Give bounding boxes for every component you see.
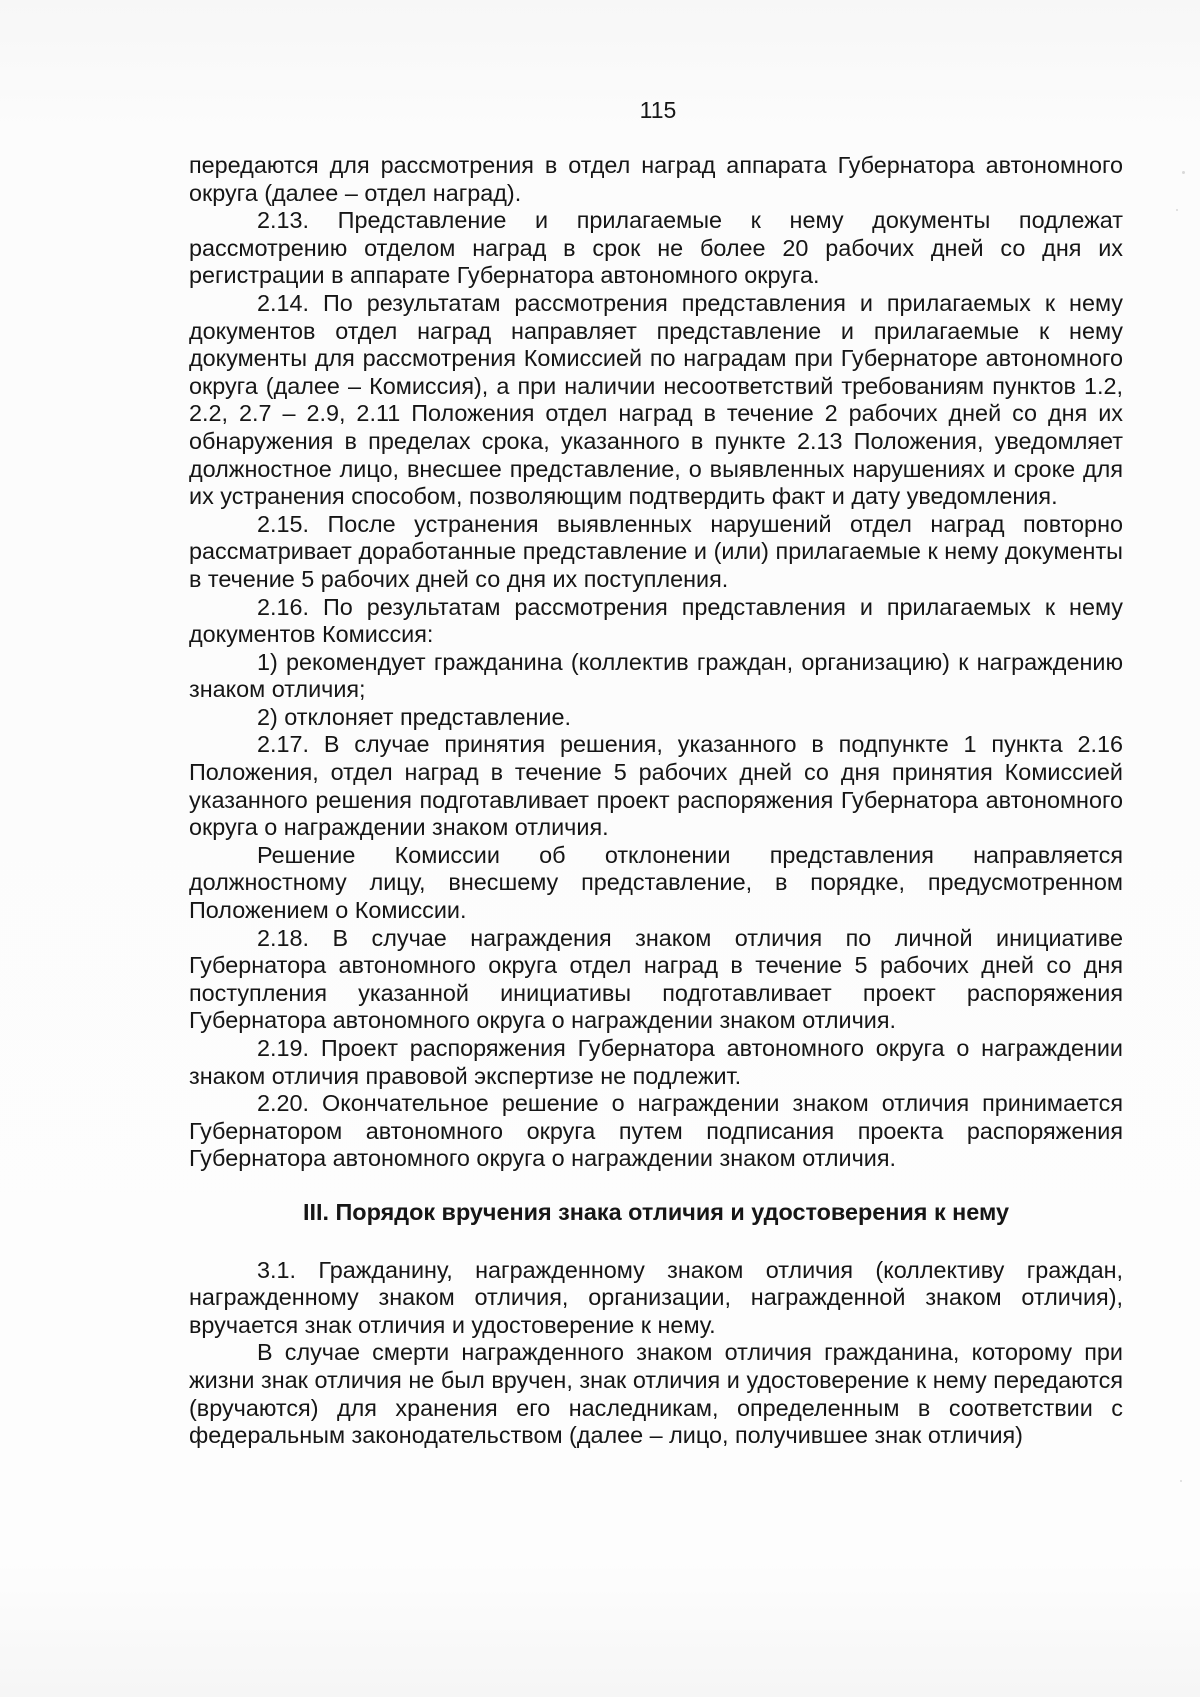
paragraph-3-1: 3.1. Гражданину, награжденному знаком отличия (коллективу граждан, награжденному знаком отличия, организации, награжденной знаком отличия), вручается знак отличия и удостоверение к нему. xyxy=(189,1256,1123,1338)
paragraph-2-16: 2.16. По результатам рассмотрения представления и прилагаемых к нему документов Комиссия: xyxy=(189,593,1123,648)
paragraph-2-15: 2.15. После устранения выявленных нарушений отдел наград повторно рассматривает доработанные представление и (или) прилагаемые к нему документы в течение 5 рабочих дней со дня их поступления. xyxy=(189,510,1123,592)
paragraph-3-1-death-case: В случае смерти награжденного знаком отличия гражданина, которому при жизни знак отличия не был вручен, знак отличия и удостоверение к нему передаются (вручаются) для хранения его наследникам, определенным в соответствии с федеральным законодательством (далее – лицо, получившее знак отличия) xyxy=(189,1339,1123,1449)
scan-speck xyxy=(1180,1480,1182,1482)
scan-speck xyxy=(1182,171,1185,174)
paragraph-2-17-decision: Решение Комиссии об отклонении представления направляется должностному лицу, внесшему представление, в порядке, предусмотренном Положением о Комиссии. xyxy=(189,841,1123,924)
page-number: 115 xyxy=(639,97,677,123)
paragraph-2-20: 2.20. Окончательное решение о награждении знаком отличия принимается Губернатором автономного округа путем подписания проекта распоряжения Губернатора автономного округа о награждении знаком отличия. xyxy=(189,1090,1123,1172)
paragraph-2-16-item-1: 1) рекомендует гражданина (коллектив граждан, организацию) к награждению знаком отличия; xyxy=(189,648,1123,703)
paragraph-2-17: 2.17. В случае принятия решения, указанного в подпункте 1 пункта 2.16 Положения, отдел наград в течение 5 рабочих дней со дня принятия Комиссией указанного решения подготавливает проект распоряжения Губернатора автономного округа о награждении знаком отличия. xyxy=(189,731,1123,841)
paragraph-continuation: передаются для рассмотрения в отдел наград аппарата Губернатора автономного округа (далее – отдел наград). xyxy=(189,152,1123,206)
document-body xyxy=(189,152,1123,1450)
paragraph-2-18: 2.18. В случае награждения знаком отличия по личной инициативе Губернатора автономного округа отдел наград в течение 5 рабочих дней со дня поступления указанной инициативы подготавливает проект распоряжения Губернатора автономного округа о награждении знаком отличия. xyxy=(189,924,1123,1034)
paragraph-2-16-item-2: 2) отклоняет представление. xyxy=(257,703,571,730)
section-heading: III. Порядок вручения знака отличия и удостоверения к нему xyxy=(303,1198,1009,1225)
paragraph-2-13: 2.13. Представление и прилагаемые к нему документы подлежат рассмотрению отделом наград в срок не более 20 рабочих дней со дня их регистрации в аппарате Губернатора автономного округа. xyxy=(189,207,1123,289)
paragraph-2-19: 2.19. Проект распоряжения Губернатора автономного округа о награждении знаком отличия правовой экспертизе не подлежит. xyxy=(189,1035,1123,1089)
paragraph-2-14: 2.14. По результатам рассмотрения представления и прилагаемых к нему документов отдел наград направляет представление и прилагаемые к нему документы для рассмотрения Комиссией по наградам при Губернаторе автономного округа (далее – Комиссия), а при наличии несоответствий требованиям пунктов 1.2, 2.2, 2.7 – 2.9, 2.11 Положения отдел наград в течение 2 рабочих дней со дня их обнаружения в пределах срока, указанного в пункте 2.13 Положения, уведомляет должностное лицо, внесшее представление, о выявленных нарушениях и сроке для их устранения способом, позволяющим подтвердить факт и дату уведомления. xyxy=(189,289,1123,510)
scan-speck xyxy=(1176,209,1178,211)
